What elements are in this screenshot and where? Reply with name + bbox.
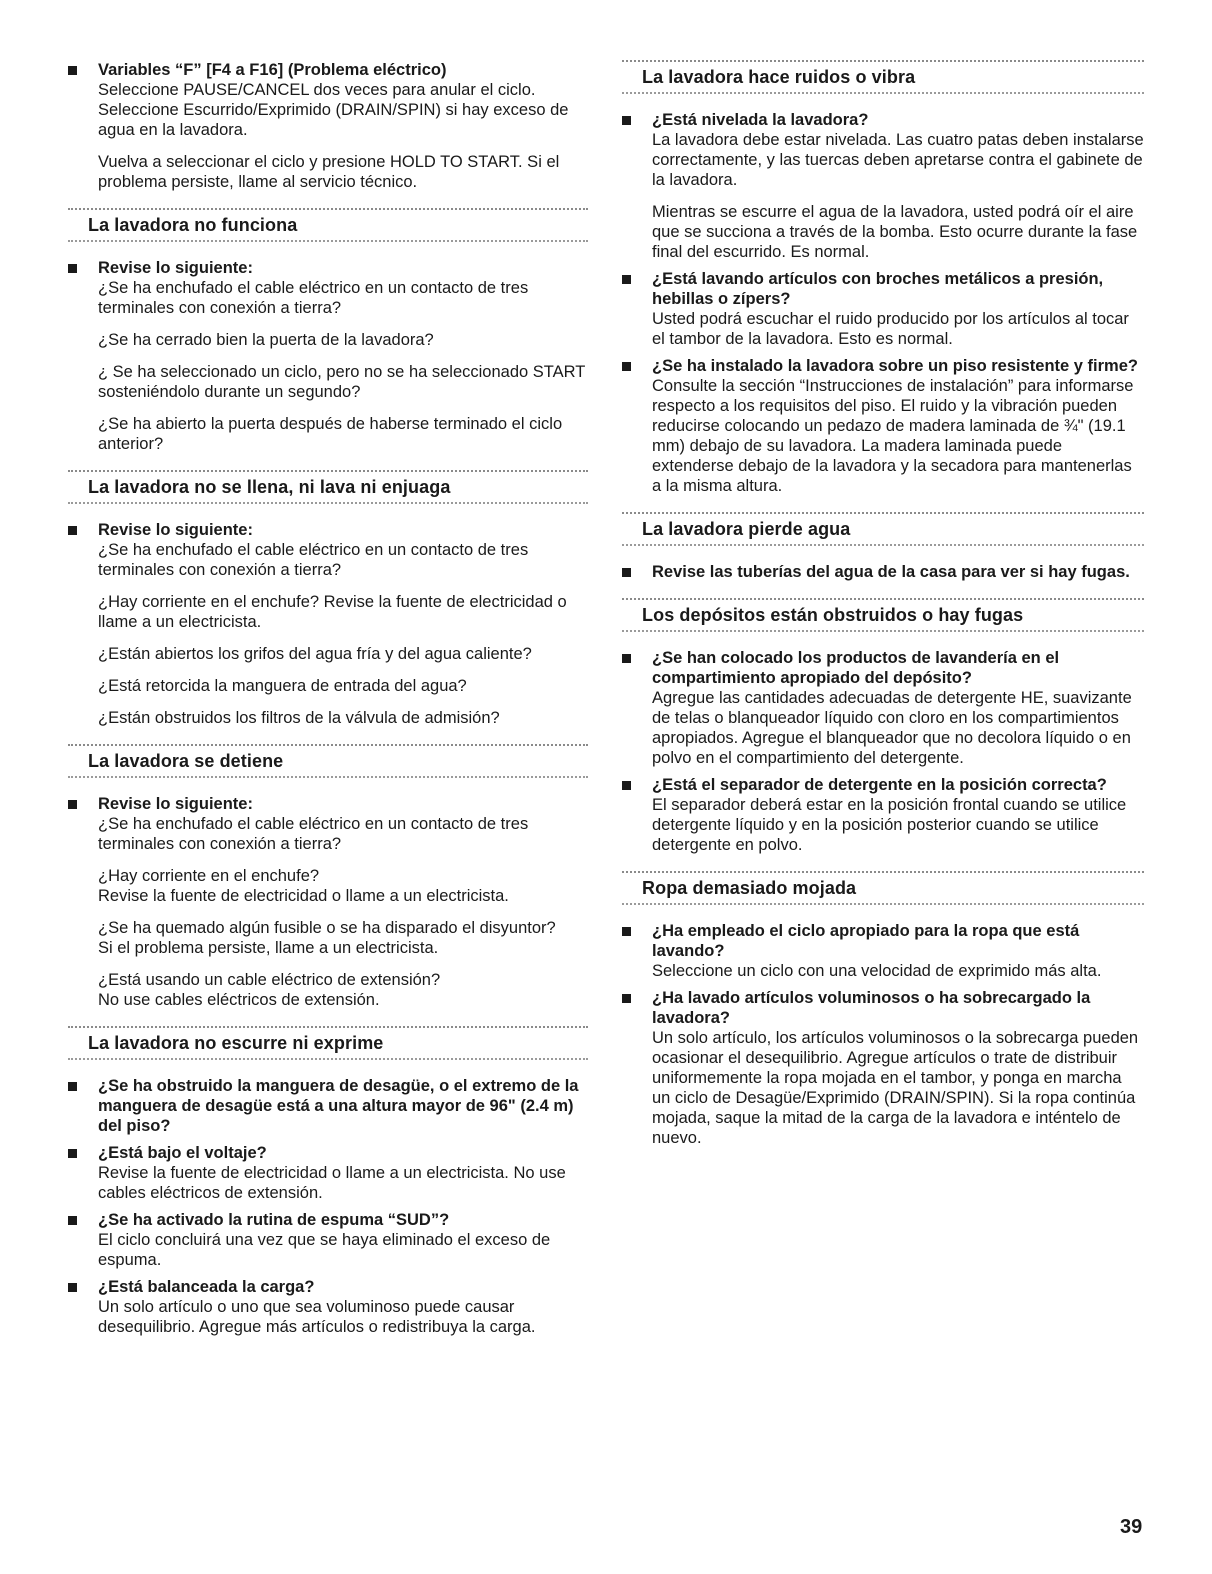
item-answer: Un solo artículo, los artículos voluminosos o la sobrecarga pueden ocasionar el desequilibrio. Agregue artículos o trate de distribuir uniformemente la ropa mojada en el tambor, y ponga en marcha un ciclo de Desagüe/Exprimido (DRAIN/SPIN). Si la ropa continúa mojada, saque la mitad de la carga de la lavadora e inténtelo de nuevo. — [652, 1029, 1139, 1147]
item-paragraph — [98, 918, 588, 958]
bullet — [622, 116, 631, 125]
bullet — [622, 568, 631, 577]
item-question: ¿Está lavando artículos con broches metálicos a presión, hebillas o zípers? — [652, 270, 1104, 308]
list-item — [622, 775, 1144, 855]
item-paragraph: ¿Está retorcida la manguera de entrada del agua? — [98, 677, 467, 695]
section-rule — [68, 776, 588, 778]
item-question: ¿Se ha instalado la lavadora sobre un piso resistente y firme? — [652, 357, 1138, 375]
list-item — [622, 356, 1144, 496]
item-paragraph: Mientras se escurre el agua de la lavadora, usted podrá oír el aire que se succiona a través de la bomba. Esto ocurre durante la fase final del escurrido. Es normal. — [652, 203, 1138, 261]
list-item — [68, 258, 588, 454]
section-rule — [68, 1058, 588, 1060]
item-paragraph: ¿Están abiertos los grifos del agua fría y del agua caliente? — [98, 645, 532, 663]
item-paragraph: ¿Hay corriente en el enchufe? Revise la fuente de electricidad o llame a un electricista. — [98, 593, 567, 631]
bullet — [68, 1082, 77, 1091]
item-paragraph: ¿Están obstruidos los filtros de la válvula de admisión? — [98, 709, 500, 727]
item-question: Revise lo siguiente: — [98, 259, 253, 277]
item-answer: ¿Se ha enchufado el cable eléctrico en un contacto de tres terminales con conexión a tierra? — [98, 541, 529, 579]
item-question: ¿Se han colocado los productos de lavandería en el compartimiento apropiado del depósito? — [652, 649, 1060, 687]
page-number: 39 — [1120, 1516, 1143, 1538]
item-line: ¿Hay corriente en el enchufe? — [98, 867, 320, 885]
right-column — [622, 60, 1144, 1155]
item-question: ¿Ha lavado artículos voluminosos o ha sobrecargado la lavadora? — [652, 989, 1091, 1027]
section-title: Los depósitos están obstruidos o hay fugas — [642, 605, 1024, 625]
item-question: Revise lo siguiente: — [98, 521, 253, 539]
item-question: Variables “F” [F4 a F16] (Problema eléctrico) — [98, 61, 447, 79]
section-title: La lavadora hace ruidos o vibra — [642, 67, 916, 87]
bullet — [68, 66, 77, 75]
bullet — [622, 781, 631, 790]
bullet — [622, 654, 631, 663]
item-paragraph: ¿Se ha cerrado bien la puerta de la lavadora? — [98, 331, 434, 349]
section-title: Ropa demasiado mojada — [642, 878, 857, 898]
item-question: ¿Está el separador de detergente en la posición correcta? — [652, 776, 1107, 794]
item-answer: ¿Se ha enchufado el cable eléctrico en un contacto de tres terminales con conexión a tierra? — [98, 279, 529, 317]
item-answer: Seleccione un ciclo con una velocidad de exprimido más alta. — [652, 962, 1102, 980]
list-item — [622, 988, 1144, 1148]
item-question: Revise las tuberías del agua de la casa para ver si hay fugas. — [652, 563, 1130, 581]
section-ruidos — [622, 60, 1144, 94]
intro-item — [68, 60, 588, 192]
bullet — [68, 1216, 77, 1225]
bullet — [622, 994, 631, 1003]
item-question: ¿Se ha obstruido la manguera de desagüe, o el extremo de la manguera de desagüe está a una altura mayor de 96" (2.4 m) del piso? — [98, 1077, 579, 1135]
list-item — [68, 1143, 588, 1203]
item-answer: La lavadora debe estar nivelada. Las cuatro patas deben instalarse correctamente, y las tuercas deben apretarse contra el gabinete de la lavadora. — [652, 131, 1144, 189]
item-line: Revise la fuente de electricidad o llame a un electricista. — [98, 887, 509, 905]
section-rule — [68, 502, 588, 504]
bullet — [68, 1149, 77, 1158]
item-answer: El separador deberá estar en la posición frontal cuando se utilice detergente líquido y en la posición posterior cuando se utilice detergente en polvo. — [652, 796, 1127, 854]
section-title: La lavadora pierde agua — [642, 519, 851, 539]
item-paragraph — [98, 866, 588, 906]
item-answer: ¿Se ha enchufado el cable eléctrico en un contacto de tres terminales con conexión a tierra? — [98, 815, 529, 853]
item-answer: El ciclo concluirá una vez que se haya eliminado el exceso de espuma. — [98, 1231, 551, 1269]
item-answer: Un solo artículo o uno que sea voluminoso puede causar desequilibrio. Agregue más artículos o redistribuya la carga. — [98, 1298, 536, 1336]
bullet — [68, 526, 77, 535]
section-pierde-agua — [622, 512, 1144, 546]
section-no-se-llena — [68, 470, 588, 504]
section-se-detiene — [68, 744, 588, 778]
list-item — [622, 562, 1144, 582]
item-question: ¿Está balanceada la carga? — [98, 1278, 315, 1296]
section-title: La lavadora no funciona — [88, 215, 298, 235]
item-question: Revise lo siguiente: — [98, 795, 253, 813]
item-paragraph: ¿Se ha abierto la puerta después de haberse terminado el ciclo anterior? — [98, 415, 563, 453]
section-depositos — [622, 598, 1144, 632]
bullet — [622, 927, 631, 936]
section-title: La lavadora no escurre ni exprime — [88, 1033, 384, 1053]
bullet — [622, 275, 631, 284]
list-item — [622, 648, 1144, 768]
item-paragraph: ¿ Se ha seleccionado un ciclo, pero no se ha seleccionado START sosteniéndolo durante un segundo? — [98, 363, 586, 401]
item-answer: Agregue las cantidades adecuadas de detergente HE, suavizante de telas o blanqueador líquido con cloro en los compartimientos apropiados. Agregue el blanqueador que no decolora líquido o en polvo en el compartimiento del detergente. — [652, 689, 1132, 767]
item-line: Si el problema persiste, llame a un electricista. — [98, 939, 439, 957]
item-line: ¿Se ha quemado algún fusible o se ha disparado el disyuntor? — [98, 919, 556, 937]
item-answer: Seleccione PAUSE/CANCEL dos veces para anular el ciclo. Seleccione Escurrido/Exprimido (DRAIN/SPIN) si hay exceso de agua en la lavadora. — [98, 81, 569, 139]
item-answer: Usted podrá escuchar el ruido producido por los artículos al tocar el tambor de la lavadora. Esto es normal. — [652, 310, 1129, 348]
section-rule — [68, 240, 588, 242]
item-question: ¿Está bajo el voltaje? — [98, 1144, 267, 1162]
item-answer: Consulte la sección “Instrucciones de instalación” para informarse respecto a los requisitos del piso. El ruido y la vibración pueden reducirse colocando un pedazo de madera laminada de ¾" (19.1 mm) debajo de su lavadora. La madera laminada puede extenderse debajo de la lavadora y la secadora para mantenerlas a la misma altura. — [652, 377, 1134, 495]
bullet — [622, 362, 631, 371]
section-no-funciona — [68, 208, 588, 242]
list-item — [622, 110, 1144, 262]
section-rule — [622, 544, 1144, 546]
item-question: ¿Se ha activado la rutina de espuma “SUD”? — [98, 1211, 450, 1229]
section-rule — [622, 92, 1144, 94]
list-item — [622, 269, 1144, 349]
item-line: No use cables eléctricos de extensión. — [98, 991, 380, 1009]
bullet — [68, 264, 77, 273]
section-rule — [622, 630, 1144, 632]
section-title: La lavadora se detiene — [88, 751, 284, 771]
item-paragraph — [98, 970, 588, 1010]
item-question: ¿Ha empleado el ciclo apropiado para la ropa que está lavando? — [652, 922, 1080, 960]
item-paragraph: Vuelva a seleccionar el ciclo y presione HOLD TO START. Si el problema persiste, llame al servicio técnico. — [98, 153, 560, 191]
item-answer: Revise la fuente de electricidad o llame a un electricista. No use cables eléctricos de extensión. — [98, 1164, 566, 1202]
left-column — [68, 60, 588, 1344]
bullet — [68, 1283, 77, 1292]
list-item — [68, 794, 588, 1010]
section-ropa-mojada — [622, 871, 1144, 905]
section-title: La lavadora no se llena, ni lava ni enjuaga — [88, 477, 451, 497]
list-item — [68, 1277, 588, 1337]
section-rule — [622, 903, 1144, 905]
list-item — [68, 520, 588, 728]
list-item — [68, 1076, 588, 1136]
bullet — [68, 800, 77, 809]
item-question: ¿Está nivelada la lavadora? — [652, 111, 869, 129]
item-line: ¿Está usando un cable eléctrico de extensión? — [98, 971, 441, 989]
list-item — [68, 1210, 588, 1270]
list-item — [622, 921, 1144, 981]
section-no-escurre — [68, 1026, 588, 1060]
